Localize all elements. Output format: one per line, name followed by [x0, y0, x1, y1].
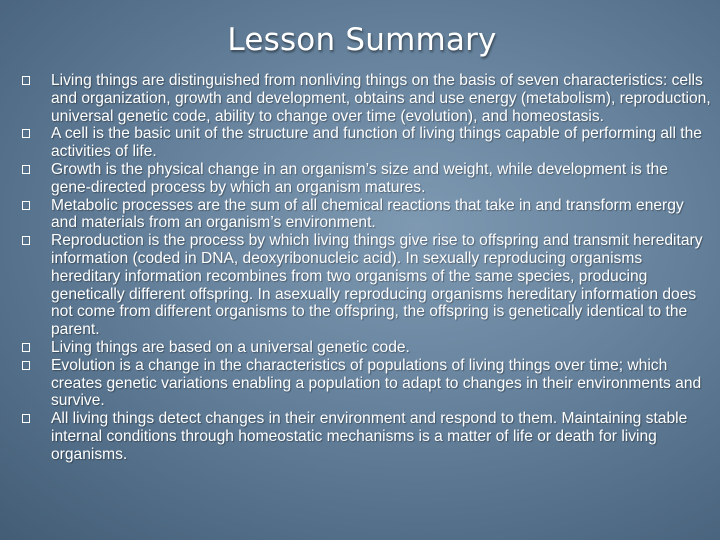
bullet-item: [22, 197, 712, 233]
bullet-text: Living things are based on a universal genetic code.: [51, 338, 410, 356]
square-bullet-icon: [22, 361, 30, 370]
bullet-text: Evolution is a change in the characteristics of populations of living things over time; which creates genetic variations enabling a population to adapt to changes in their environments and survive.: [51, 356, 702, 410]
square-bullet-icon: [22, 414, 30, 423]
bullet-item: [22, 357, 712, 410]
bullet-item: [22, 161, 712, 197]
square-bullet-icon: [22, 201, 30, 210]
bullet-item: [22, 125, 712, 161]
bullet-item: [22, 232, 712, 339]
bullet-item: [22, 410, 712, 463]
square-bullet-icon: [22, 236, 30, 245]
bullet-text: Metabolic processes are the sum of all chemical reactions that take in and transform energy and materials from an organism’s environment.: [51, 196, 684, 232]
square-bullet-icon: [22, 343, 30, 352]
bullet-text: Living things are distinguished from nonliving things on the basis of seven characteristics: cells and organization, growth and development, obtains and use energy (metabolism), reproduction, universal genetic code, ability to change over time (evolution), and homeostasis.: [51, 72, 711, 125]
bullet-text: Reproduction is the process by which living things give rise to offspring and transmit hereditary information (coded in DNA, deoxyribonucleic acid). In sexually reproducing organisms hereditary information recombines from two organisms of the same species, producing genetically different offspring. In asexually reproducing organisms hereditary information does not come from different organisms to the offspring, the offspring is genetically identical to the parent.: [51, 232, 703, 339]
square-bullet-icon: [22, 76, 30, 85]
square-bullet-icon: [22, 129, 30, 138]
bullet-item: [22, 339, 712, 357]
bullet-item: [22, 72, 712, 125]
slide-title: Lesson Summary: [227, 22, 497, 58]
bullet-list: [22, 72, 712, 464]
bullet-text: A cell is the basic unit of the structure and function of living things capable of performing all the activities of life.: [51, 125, 702, 161]
square-bullet-icon: [22, 165, 30, 174]
bullet-text: All living things detect changes in their environment and respond to them. Maintaining stable internal conditions through homeostatic mechanisms is a matter of life or death for living organisms.: [51, 410, 688, 463]
bullet-text: Growth is the physical change in an organism’s size and weight, while development is the gene-directed process by which an organism matures.: [51, 160, 668, 196]
